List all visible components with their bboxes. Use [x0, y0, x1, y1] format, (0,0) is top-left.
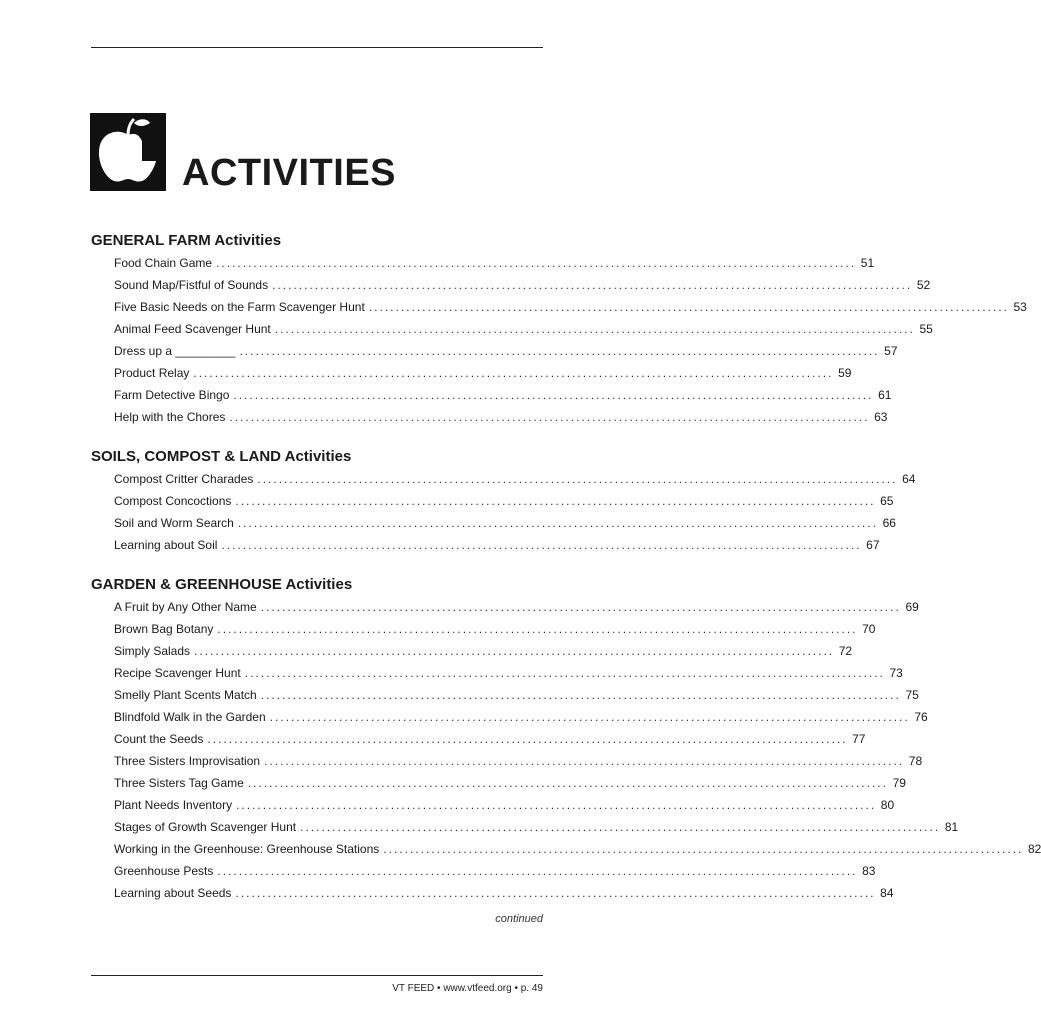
section-heading: GARDEN & GREENHOUSE Activities	[91, 576, 353, 593]
toc-entry[interactable]	[114, 816, 959, 838]
section-garden-greenhouse	[91, 574, 1041, 904]
dot-leader: ........................................................................................................................	[235, 494, 876, 508]
toc-entry[interactable]	[114, 406, 888, 428]
toc-entry[interactable]	[114, 490, 894, 512]
entry-label: Compost Critter Charades	[114, 472, 254, 486]
entry-page: 69	[905, 600, 919, 614]
toc-entry[interactable]	[114, 296, 1027, 318]
entry-page: 55	[919, 322, 933, 336]
entry-label: Sound Map/Fistful of Sounds	[114, 278, 269, 292]
entry-label: Three Sisters Improvisation	[114, 754, 261, 768]
entry-label: Simply Salads	[114, 644, 191, 658]
dot-leader: ........................................................................................................................	[236, 798, 877, 812]
dot-leader: ........................................................................................................................	[229, 410, 870, 424]
toc-entry[interactable]	[114, 838, 1041, 860]
entry-page: 70	[862, 622, 876, 636]
toc-entry[interactable]	[114, 512, 896, 534]
dot-leader: ........................................................................................................................	[233, 388, 874, 402]
entry-label: Blindfold Walk in the Garden	[114, 710, 266, 724]
dot-leader: ........................................................................................................................	[216, 256, 857, 270]
entry-page: 72	[838, 644, 853, 658]
dot-leader: ........................................................................................................................	[194, 644, 835, 658]
entry-label: Farm Detective Bingo	[114, 388, 230, 402]
entry-page: 66	[882, 516, 896, 530]
toc-entry[interactable]	[114, 640, 853, 662]
entry-label: Food Chain Game	[114, 256, 213, 270]
section-soils-compost-land	[91, 446, 916, 556]
toc-entry[interactable]	[114, 340, 898, 362]
apple-icon	[90, 113, 166, 191]
entry-label: Compost Concoctions	[114, 494, 232, 508]
toc-entry[interactable]	[114, 318, 933, 340]
entry-label: Dress up a _________	[114, 344, 236, 358]
toc-entry[interactable]	[114, 662, 903, 684]
entry-label: A Fruit by Any Other Name	[114, 600, 257, 614]
entry-page: 73	[889, 666, 903, 680]
section-heading: SOILS, COMPOST & LAND Activities	[91, 448, 352, 465]
dot-leader: ........................................................................................................................	[193, 366, 834, 380]
entry-page: 83	[862, 864, 876, 878]
toc-entry[interactable]	[114, 252, 875, 274]
entry-page: 77	[852, 732, 866, 746]
entry-page: 67	[866, 538, 880, 552]
dot-leader: ........................................................................................................................	[217, 864, 858, 878]
toc-entry[interactable]	[114, 596, 919, 618]
entry-label: Soil and Worm Search	[114, 516, 234, 530]
entry-page: 79	[892, 776, 906, 790]
dot-leader: ........................................................................................................................	[274, 322, 915, 336]
entry-page: 78	[908, 754, 923, 768]
dot-leader: ........................................................................................................................	[300, 820, 941, 834]
entry-label: Brown Bag Botany	[114, 622, 214, 636]
dot-leader: ........................................................................................................................	[264, 754, 905, 768]
entry-page: 82	[1028, 842, 1041, 856]
entry-label: Recipe Scavenger Hunt	[114, 666, 241, 680]
dot-leader: ........................................................................................................................	[257, 472, 898, 486]
entry-page: 65	[880, 494, 894, 508]
chapter-apple-logo	[90, 113, 166, 191]
toc-entry[interactable]	[114, 534, 880, 556]
entry-label: Learning about Seeds	[114, 886, 232, 900]
dot-leader: ........................................................................................................................	[244, 666, 885, 680]
entry-label: Count the Seeds	[114, 732, 204, 746]
dot-leader: ........................................................................................................................	[383, 842, 1024, 856]
entry-page: 51	[860, 256, 875, 270]
entry-label: Three Sisters Tag Game	[114, 776, 244, 790]
entry-label: Learning about Soil	[114, 538, 218, 552]
entry-label: Plant Needs Inventory	[114, 798, 233, 812]
entry-label: Help with the Chores	[114, 410, 226, 424]
entry-page: 80	[880, 798, 895, 812]
toc-entry[interactable]	[114, 882, 894, 904]
dot-leader: ........................................................................................................................	[235, 886, 876, 900]
entry-label: Greenhouse Pests	[114, 864, 214, 878]
dot-leader: ........................................................................................................................	[239, 344, 880, 358]
entry-page: 63	[874, 410, 888, 424]
entry-page: 81	[944, 820, 959, 834]
toc-entry[interactable]	[114, 468, 916, 490]
toc-entry[interactable]	[114, 362, 852, 384]
toc-entry[interactable]	[114, 384, 892, 406]
section-general-farm	[91, 230, 1027, 428]
entry-page: 75	[905, 688, 919, 702]
bottom-rule	[91, 975, 543, 976]
continued-note: continued	[495, 913, 543, 925]
entry-page: 59	[838, 366, 852, 380]
dot-leader: ........................................................................................................................	[368, 300, 1009, 314]
entry-page: 57	[884, 344, 898, 358]
entry-page: 84	[880, 886, 894, 900]
entry-label: Working in the Greenhouse: Greenhouse Stations	[114, 842, 380, 856]
entry-page: 76	[914, 710, 928, 724]
dot-leader: ........................................................................................................................	[247, 776, 888, 790]
dot-leader: ........................................................................................................................	[207, 732, 848, 746]
toc-entry[interactable]	[114, 860, 876, 882]
entry-label: Product Relay	[114, 366, 190, 380]
dot-leader: ........................................................................................................................	[237, 516, 878, 530]
entry-page: 64	[902, 472, 916, 486]
dot-leader: ........................................................................................................................	[260, 600, 901, 614]
entry-page: 61	[878, 388, 892, 402]
entry-page: 52	[916, 278, 931, 292]
dot-leader: ........................................................................................................................	[221, 538, 862, 552]
toc-entry[interactable]	[114, 706, 928, 728]
entry-label: Stages of Growth Scavenger Hunt	[114, 820, 297, 834]
entry-label: Smelly Plant Scents Match	[114, 688, 257, 702]
toc-entry[interactable]	[114, 772, 906, 794]
dot-leader: ........................................................................................................................	[272, 278, 913, 292]
section-heading: GENERAL FARM Activities	[91, 232, 282, 249]
entry-label: Animal Feed Scavenger Hunt	[114, 322, 271, 336]
toc-entry[interactable]	[114, 618, 876, 640]
page-footer: VT FEED • www.vtfeed.org • p. 49	[392, 983, 543, 994]
entry-label: Five Basic Needs on the Farm Scavenger Hunt	[114, 300, 365, 314]
toc-entry[interactable]	[114, 728, 866, 750]
toc-entry[interactable]	[114, 684, 919, 706]
entry-page: 53	[1013, 300, 1027, 314]
toc-entry[interactable]	[114, 794, 895, 816]
chapter-title: ACTIVITIES	[182, 152, 397, 194]
dot-leader: ........................................................................................................................	[260, 688, 901, 702]
toc-entry[interactable]	[114, 274, 931, 296]
top-rule	[91, 47, 543, 48]
dot-leader: ........................................................................................................................	[217, 622, 858, 636]
dot-leader: ........................................................................................................................	[269, 710, 910, 724]
toc-entry[interactable]	[114, 750, 923, 772]
